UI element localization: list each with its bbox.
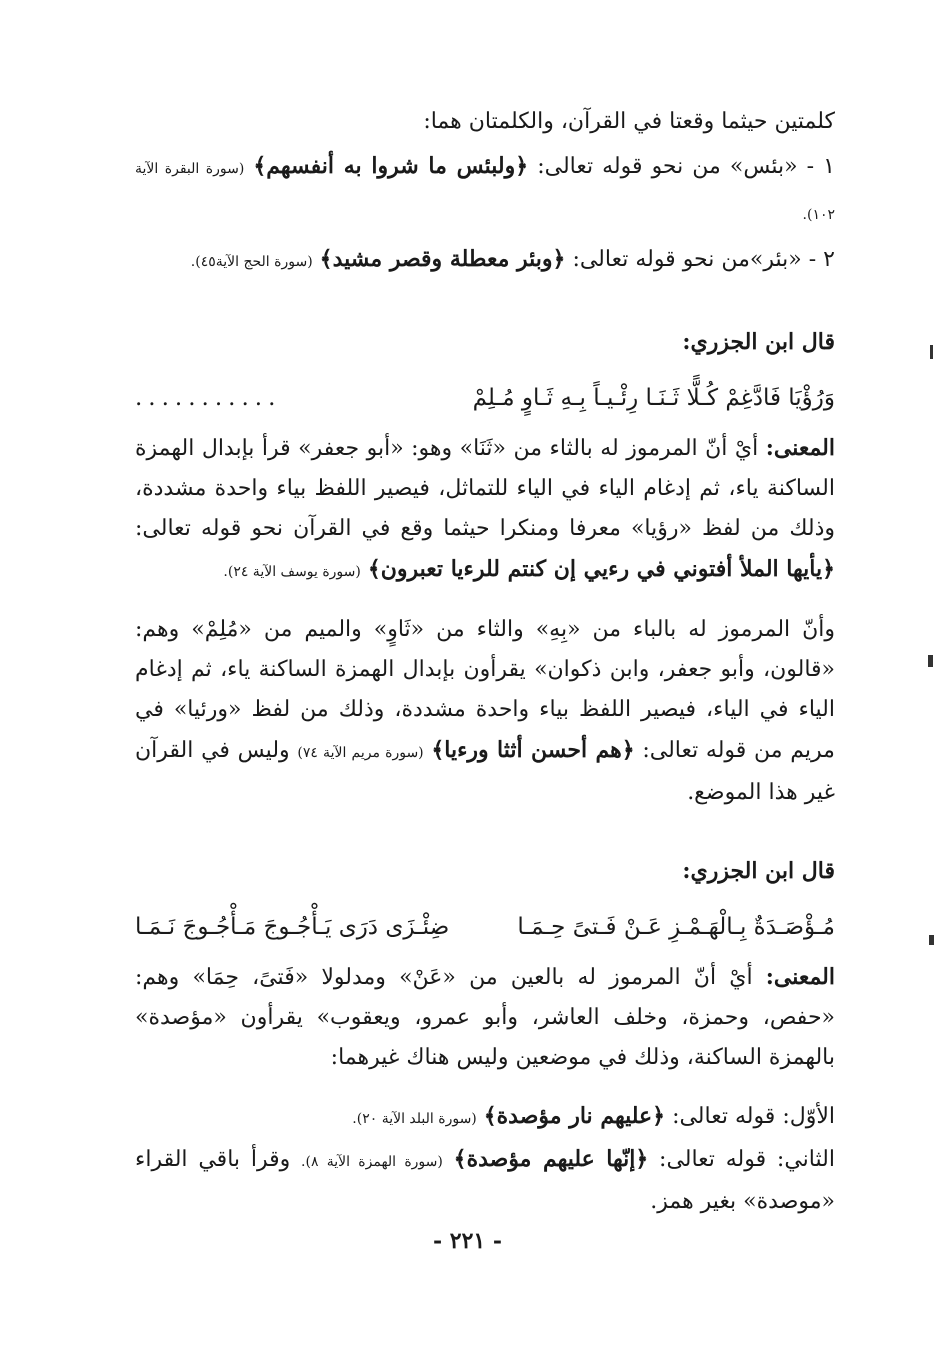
page-number: - ٢٢١ - [432, 1228, 503, 1254]
ayah-quote: ﴿ولبئس ما شروا به أنفسهم﴾ [253, 153, 529, 179]
item-lead: الثاني: قوله تعالى: [659, 1147, 835, 1172]
verse-second-half: ضِئْـزَى دَرَى يَـأْجُـوجَ مَـأْجُـوجَ نَـمَـا [135, 914, 450, 940]
item-lead: «بئر»من نحو قوله تعالى: [572, 247, 802, 272]
scan-mark [928, 655, 933, 667]
item-number: ١ - [806, 154, 835, 179]
verse-text: وَرُؤْيَا فَادَّغِمْ كُـلًّا ثَـنَـا رِئْـيـاً بِـهِ ثَـاوٍ مُـلِمْ [472, 385, 835, 411]
intro-line: كلمتين حيثما وقعتا في القرآن، والكلمتان هما: [423, 109, 835, 134]
ayah-quote: ﴿يأيها الملأ أفتوني في رءيي إن كنتم للرءيا تعبرون﴾ [367, 556, 835, 582]
scan-mark [929, 935, 934, 945]
ayah-quote: ﴿عليهم نار مؤصدة﴾ [483, 1103, 666, 1129]
section-heading: قال ابن الجزري: [682, 329, 835, 355]
item-number: ٢ - [808, 247, 835, 272]
poem-verse [135, 374, 835, 422]
meaning-text: أيْ أنّ المرموز له بالعين من «عَنْ» ومدلولا «فَتىً، حِمَا» وهم: «حفص، وحمزة، وخلف العاشر، وأبو عمرو، ويعقوب» يقرأون «مؤصدة» بالهمزة الساكنة، وذلك في موضعين وليس هناك غيرهما: [135, 965, 835, 1070]
meaning-paragraph [135, 610, 835, 813]
list-item [135, 237, 835, 284]
meaning-tail: وليس في القرآن غير هذا الموضع. [135, 738, 835, 805]
surah-reference: (سورة البلد الآية ٢٠). [352, 1111, 477, 1127]
ayah-quote: ﴿هم أحسن أثثا ورءيا﴾ [431, 737, 635, 763]
meaning-text: أيْ أنّ المرموز له بالثاء من «ثَنَا» وهو: «أبو جعفر» قرأ بإبدال الهمزة الساكنة ياء، ثم إدغام الياء في الياء للتماثل، فيصير اللفظ بياء واحدة مشددة، وذلك من لفظ «رؤيا» معرفا ومنكرا حيثما وقع في القرآن نحو قوله تعالى: [135, 436, 835, 541]
surah-reference: (سورة الحج الآية٤٥). [190, 254, 313, 270]
meaning-text: وأنّ المرموز له بالباء من «بِهِ» والثاء من «ثَاوٍ» والميم من «مُلِمْ» وهم: «قالون، وأبو جعفر، وابن ذكوان» يقرأون بإبدال الهمزة الساكنة ياء، ثم إدغام الياء في الياء، فيصير اللفظ بياء واحدة مشددة، وذلك من لفظ «ورئيا» في مريم من قوله تعالى: [135, 617, 835, 763]
ayah-quote: ﴿وبئر معطلة وقصر مشيد﴾ [319, 246, 566, 272]
surah-reference: (سورة البقرة الآية ١٠٢). [135, 161, 835, 223]
section-heading: قال ابن الجزري: [682, 858, 835, 884]
surah-reference: (سورة الهمزة الآية ٨). [301, 1154, 443, 1170]
meaning-paragraph [135, 428, 835, 592]
list-item [135, 1096, 835, 1139]
item-lead: الأوّل: قوله تعالى: [672, 1104, 835, 1129]
list-item [135, 144, 835, 237]
list-item [135, 1139, 835, 1222]
item-tail: وقرأ باقي القراء «موصدة» بغير همز. [135, 1147, 835, 1214]
surah-reference: (سورة مريم الآية ٧٤) [297, 745, 424, 761]
verse-first-half: مُـؤْصَـدَةٌ بِـالْهَـمْـزِ عَـنْ فَـتىً حِـمَـا [517, 914, 835, 940]
poem-verse [135, 903, 835, 951]
surah-reference: (سورة يوسف الآية ٢٤). [223, 564, 361, 580]
ayah-quote: ﴿إنّها عليهم مؤصدة﴾ [453, 1146, 649, 1172]
scan-mark [930, 345, 933, 359]
meaning-paragraph [135, 957, 835, 1078]
meaning-label: المعنى: [765, 435, 835, 461]
page-body [135, 100, 835, 1222]
item-lead: «بئس» من نحو قوله تعالى: [537, 154, 798, 179]
verse-ellipsis: ........... [135, 385, 282, 411]
meaning-label: المعنى: [765, 964, 835, 990]
